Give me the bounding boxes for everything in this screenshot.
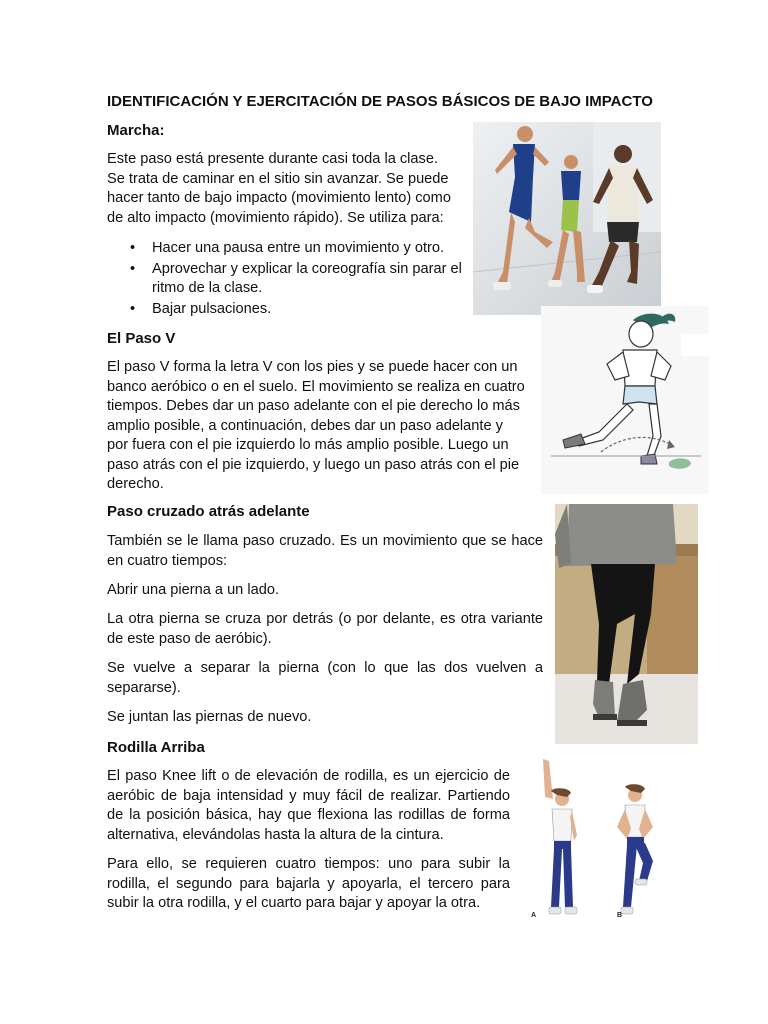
cruzado-step-2: La otra pierna se cruza por detrás (o por delante, es otra variante de este paso de aeróbic). xyxy=(107,611,543,647)
marcha-photo xyxy=(473,122,661,315)
heading-paso-v: El Paso V xyxy=(107,330,176,347)
page-title: IDENTIFICACIÓN Y EJERCITACIÓN DE PASOS BÁSICOS DE BAJO IMPACTO xyxy=(107,93,653,110)
text-line: paso atrás con el pie izquierdo, y luego un paso atrás con el pie xyxy=(107,456,520,473)
list-item: • Hacer una pausa entre un movimiento y otro. xyxy=(107,239,467,259)
cruzado-step-4: Se juntan las piernas de nuevo. xyxy=(107,709,312,725)
text-line: banco aeróbico o en el suelo. El movimiento se realiza en cuatro xyxy=(107,378,525,395)
text-line: de alto impacto (movimiento rápido). Se utiliza para: xyxy=(107,209,444,226)
text-line: por fuera con el pie izquierdo lo más amplio posible. Luego un xyxy=(107,437,509,453)
paso-v-paragraph xyxy=(107,358,532,495)
rodilla-paragraph-1: El paso Knee lift o de elevación de rodilla, es un ejercicio de aeróbic de baja intensidad y muy fácil de realizar. Partiendo de la posición básica, hay que flexiona las rodillas de forma alternativa, elevándolas hasta la altura de la cintura. xyxy=(107,768,510,843)
list-item: • Aprovechar y explicar la coreografía sin parar el ritmo de la clase. xyxy=(107,260,467,299)
text-line: derecho. xyxy=(107,476,164,492)
text-line: El paso V forma la letra V con los pies y se puede hacer con un xyxy=(107,359,518,375)
rodilla-arriba-illustration xyxy=(527,757,669,929)
heading-marcha: Marcha: xyxy=(107,122,165,139)
text-line: tiempos. Debes dar un paso adelante con el pie derecho lo más xyxy=(107,398,520,414)
cruzado-step-1: Abrir una pierna a un lado. xyxy=(107,582,279,598)
paso-v-illustration xyxy=(541,306,709,494)
marcha-bullet-list xyxy=(107,239,467,320)
text-line: hacer tanto de bajo impacto (movimiento lento) como xyxy=(107,190,451,206)
heading-rodilla-arriba: Rodilla Arriba xyxy=(107,739,205,756)
text-line: Este paso está presente durante casi toda la clase. xyxy=(107,151,438,167)
text-line: amplio posible, a continuación, debes dar un paso adelante y xyxy=(107,417,503,434)
list-item: • Bajar pulsaciones. xyxy=(107,300,467,320)
cruzado-step-3: Se vuelve a separar la pierna (con lo que las dos vuelven a separarse). xyxy=(107,660,543,696)
cruzado-intro: También se le llama paso cruzado. Es un movimiento que se hace en cuatro tiempos: xyxy=(107,533,543,569)
figure-label-a: A xyxy=(531,912,537,919)
figure-label-b: B xyxy=(617,912,623,919)
rodilla-paragraph-2: Para ello, se requieren cuatro tiempos: uno para subir la rodilla, el segundo para bajarla y apoyarla, el tercero para subir la otra rodilla, y el cuarto para bajar y apoyar la otra. xyxy=(107,856,510,911)
text-line: Se trata de caminar en el sitio sin avanzar. Se puede xyxy=(107,170,449,187)
marcha-paragraph xyxy=(107,150,467,228)
heading-paso-cruzado: Paso cruzado atrás adelante xyxy=(107,503,310,520)
paso-cruzado-photo xyxy=(555,504,698,744)
